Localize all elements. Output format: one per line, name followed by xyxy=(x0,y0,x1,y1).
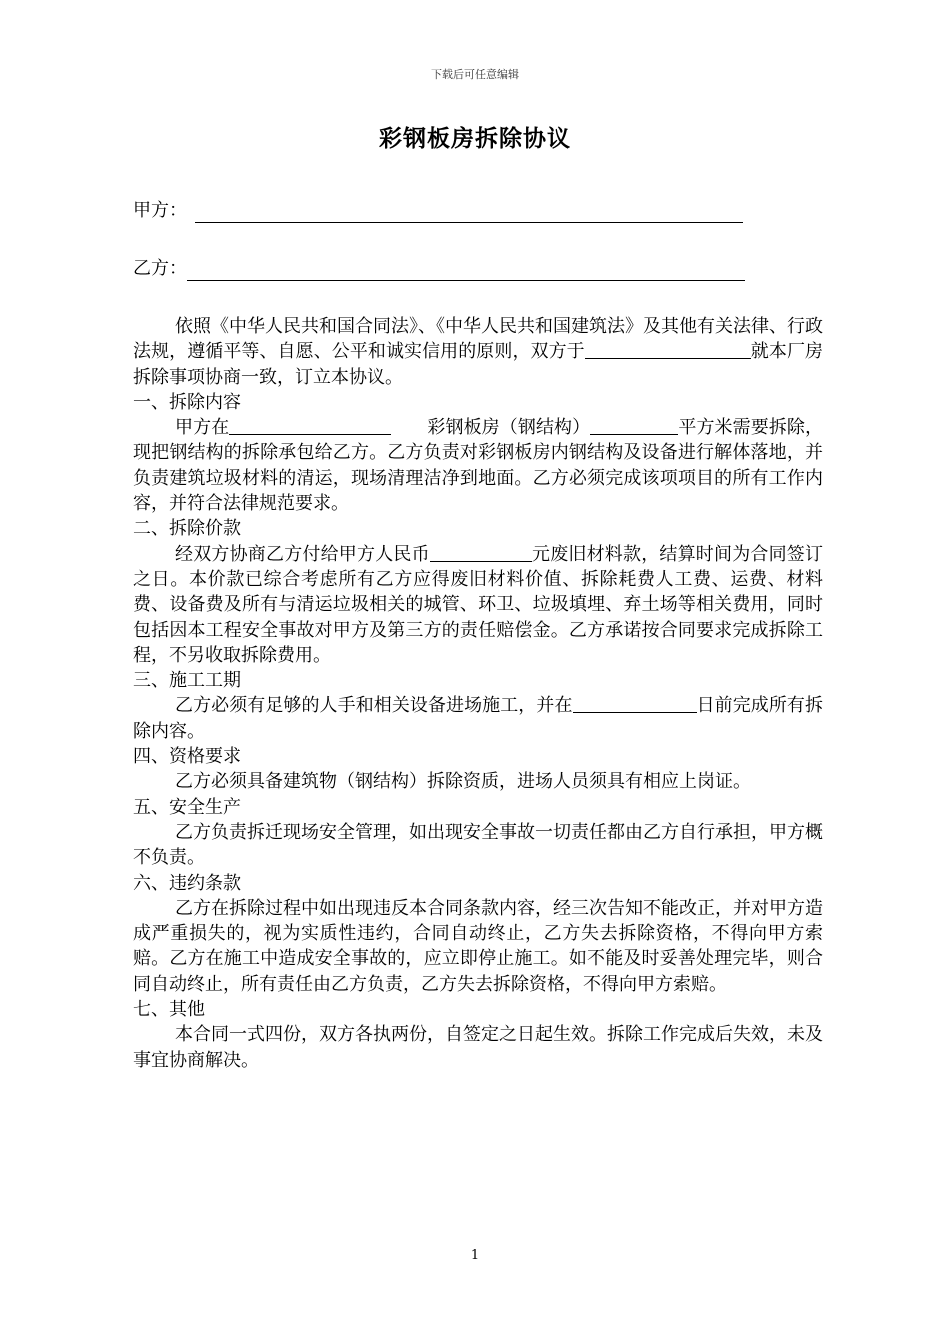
section-3-heading: 三、施工工期 xyxy=(133,670,241,692)
party-b-label: 乙方： xyxy=(133,258,187,279)
section-7-heading: 七、其他 xyxy=(133,999,205,1021)
intro-text-1: 依照《中华人民共和国合同法》、《中华人民共和国建筑法》及其他有关法律、行政法规，遵循平等、自愿、公平和诚实信用的原则，双方于 xyxy=(133,316,823,363)
section-2-text-2: 元废旧材料款，结算时间为合同签订之日。本价款已综合考虑所有乙方应得废旧材料价值、拆除耗费人工费、运费、材料费、设备费及所有与清运垃圾相关的城管、环卫、垃圾填埋、弃土场等相关费用，同时包括因本工程安全事故对甲方及第三方的责任赔偿金。乙方承诺按合同要求完成拆除工程，不另收取拆除费用。 xyxy=(133,543,824,666)
header-note: 下载后可任意编辑 xyxy=(431,68,519,81)
section-3-paragraph xyxy=(133,693,823,744)
page-number: 1 xyxy=(470,1248,480,1263)
section-4-paragraph: 乙方必须具备建筑物（钢结构）拆除资质，进场人员须具有相应上岗证。 xyxy=(175,771,751,793)
intro-paragraph xyxy=(133,314,823,390)
intro-text-2: 就本厂房拆除事项协商一致，订立本协议。 xyxy=(133,341,824,388)
party-a-line xyxy=(133,199,743,223)
section-3-text-1: 乙方必须有足够的人手和相关设备进场施工，并在 xyxy=(175,695,573,717)
section-1-paragraph xyxy=(133,415,823,516)
section-3-text-2: 日前完成所有拆除内容。 xyxy=(133,695,823,742)
section-7-paragraph: 本合同一式四份，双方各执两份，自签定之日起生效。拆除工作完成后失效，未及事宜协商解决。 xyxy=(133,1024,823,1071)
section-1-text-1: 甲方在 xyxy=(175,417,230,439)
section-1-text-2: 彩钢板房（钢结构） xyxy=(427,417,591,439)
location-blank[interactable] xyxy=(229,416,391,435)
party-a-blank[interactable] xyxy=(195,202,743,223)
amount-blank[interactable] xyxy=(430,543,532,562)
section-2-paragraph xyxy=(133,542,823,668)
deadline-blank[interactable] xyxy=(573,694,697,713)
section-2-text-1: 经双方协商乙方付给甲方人民币 xyxy=(175,543,430,565)
section-6-heading: 六、违约条款 xyxy=(133,872,241,894)
agreement-body xyxy=(133,314,823,1073)
party-a-label: 甲方： xyxy=(133,200,187,221)
document-title: 彩钢板房拆除协议 xyxy=(379,125,571,152)
area-blank[interactable] xyxy=(590,416,678,435)
section-5-paragraph: 乙方负责拆迁现场安全管理，如出现安全事故一切责任都由乙方自行承担，甲方概不负责。 xyxy=(133,821,823,869)
party-b-line xyxy=(133,257,745,281)
section-5-heading: 五、安全生产 xyxy=(133,796,241,818)
section-1-heading: 一、拆除内容 xyxy=(133,391,241,413)
party-b-blank[interactable] xyxy=(187,260,745,281)
sign-date-blank[interactable] xyxy=(585,340,751,359)
section-6-paragraph: 乙方在拆除过程中如出现违反本合同条款内容，经三次告知不能改正，并对甲方造成严重损失的，视为实质性违约，合同自动终止，乙方失去拆除资格，不得向甲方索赔。乙方在施工中造成安全事故的，应立即停止施工。如不能及时妥善处理完毕，则合同自动终止，所有责任由乙方负责，乙方失去拆除资格，不得向甲方索赔。 xyxy=(133,897,823,995)
section-1-text-3: 平方米需要拆除，现把钢结构的拆除承包给乙方。乙方负责对彩钢板房内钢结构及设备进行解体落地，并负责建筑垃圾材料的清运，现场清理洁净到地面。乙方必须完成该项项目的所有工作内容，并符合法律规范要求。 xyxy=(133,417,824,515)
section-2-heading: 二、拆除价款 xyxy=(133,518,241,540)
section-4-heading: 四、资格要求 xyxy=(133,746,241,768)
